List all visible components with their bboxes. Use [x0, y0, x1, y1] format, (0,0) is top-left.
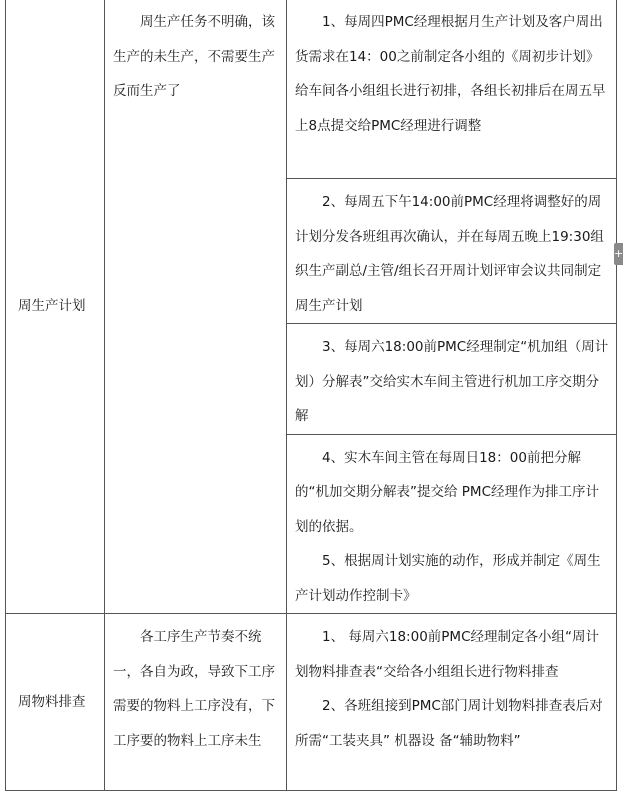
measure-paragraph: 4、实木车间主管在每周日18：00前把分解的“机加交期分解表”提交给 PMC经理作为排工序计划的依据。 [295, 449, 599, 535]
table-row [6, 614, 617, 791]
problem-cell: 各工序生产节奏不统一，各自为政，导致下工序需要的物料上工序没有，下工序要的物料上工序未生 [105, 614, 287, 791]
measures-table [5, 0, 617, 791]
measure-paragraph: 5、根据周计划实施的动作，形成并制定《周生产计划动作控制卡》 [295, 553, 601, 604]
measure-paragraph: 2、各班组接到PMC部门周计划物料排查表后对所需“工装夹具” 机器设 备“辅助物料” [295, 698, 603, 749]
measure-cell: 2、每周五下午14:00前PMC经理将调整好的周计划分发各班组再次确认，并在每周五晚上19:30组织生产副总/主管/组长召开周计划评审会议共同制定周生产计划 [287, 179, 617, 324]
table-row [6, 0, 617, 179]
category-cell: 周生产计划 [6, 0, 105, 614]
measure-paragraph: 1、 每周六18:00前PMC经理制定各小组“周计划物料排查表“交给各小组组长进行物料排查 [295, 629, 599, 680]
measure-cell: 1、每周四PMC经理根据月生产计划及客户周出货需求在14：00之前制定各小组的《周初步计划》给车间各小组组长进行初排，各组长初排后在周五早上8点提交给PMC经理进行调整 [287, 0, 617, 179]
category-cell: 周物料排查 [6, 614, 105, 791]
measure-cell-group [287, 614, 617, 791]
problem-cell: 周生产任务不明确，该生产的未生产，不需要生产反而生产了 [105, 0, 287, 614]
measure-cell-group [287, 434, 617, 614]
expand-tab-icon[interactable]: + [614, 243, 623, 265]
measure-cell: 3、每周六18:00前PMC经理制定“机加组（周计划）分解表”交给实木车间主管进行机加工序交期分解 [287, 324, 617, 435]
